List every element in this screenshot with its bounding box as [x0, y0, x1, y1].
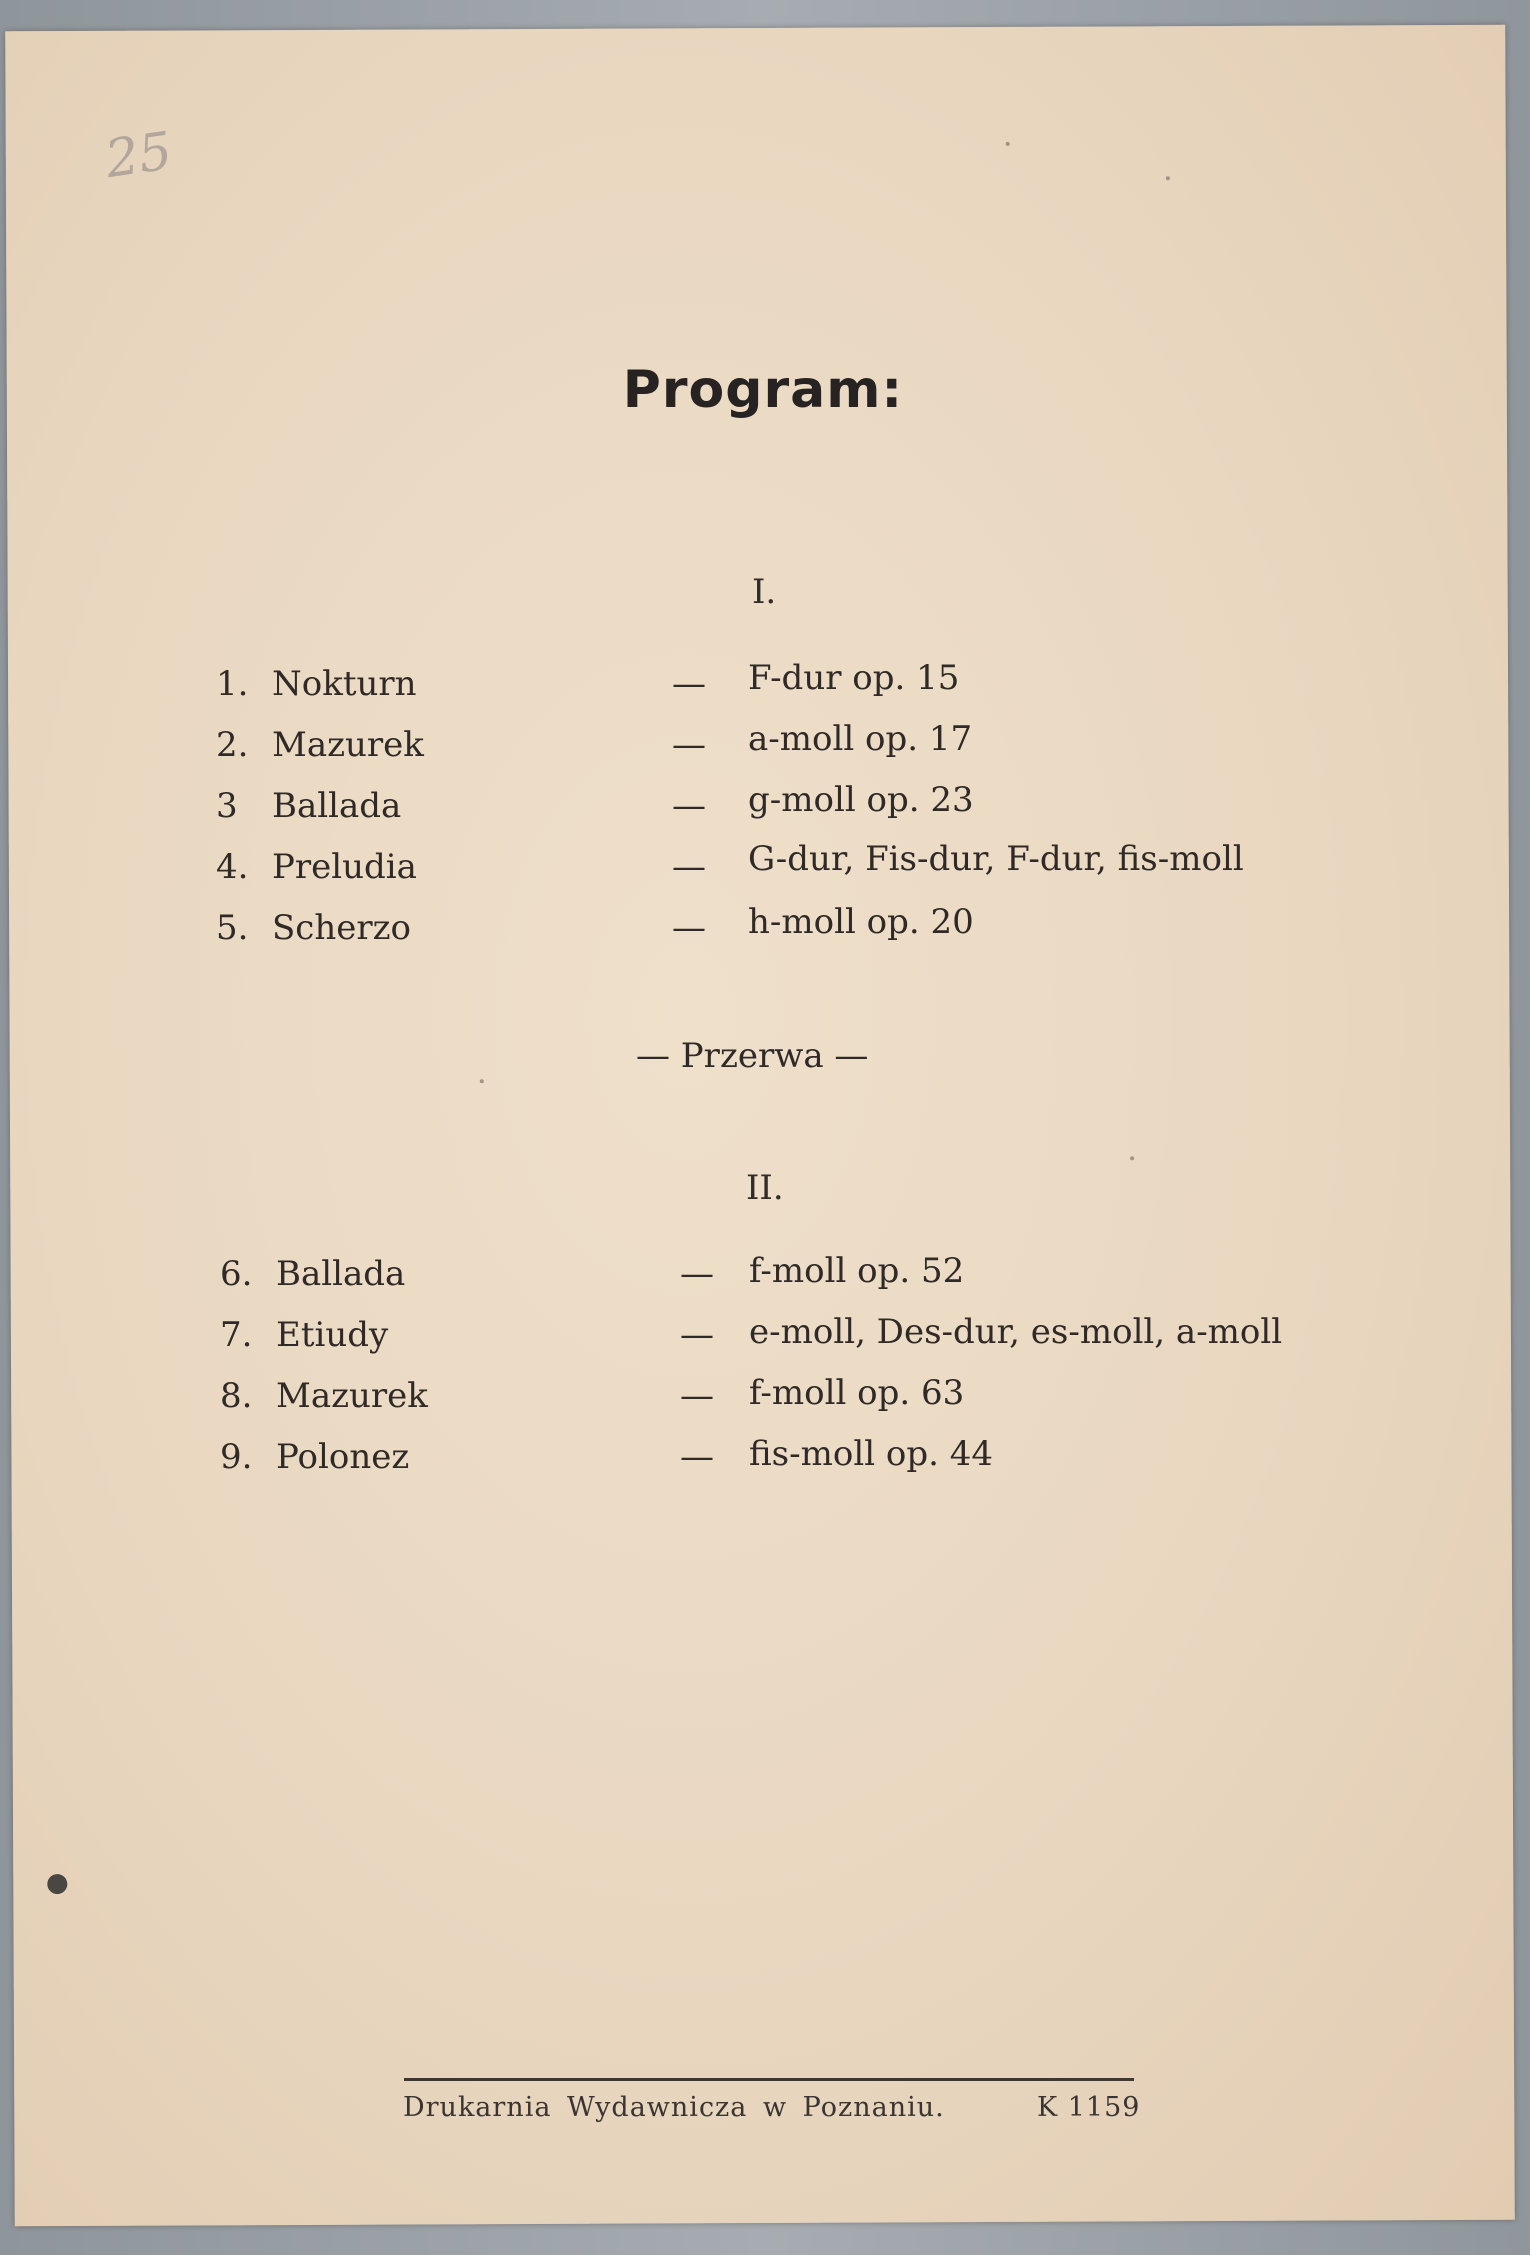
item-name: Nokturn — [272, 664, 417, 704]
program-item — [0, 1251, 1530, 1304]
handwritten-mark: 25 — [101, 121, 176, 191]
item-name: Mazurek — [276, 1376, 428, 1416]
paper-speck — [1130, 1156, 1134, 1160]
intermission-label: — Przerwa — — [636, 1036, 869, 1076]
item-dash: — — [672, 664, 706, 704]
section-heading-part-2: II. — [746, 1168, 784, 1208]
item-details: f-moll op. 52 — [749, 1251, 965, 1291]
item-name: Preludia — [272, 847, 417, 887]
printer-credit: Drukarnia Wydawnicza w Poznaniu. — [403, 2092, 945, 2123]
item-number: 4. — [216, 847, 249, 887]
item-number: 5. — [216, 908, 249, 948]
paper-speck — [1006, 142, 1010, 146]
program-item — [0, 1373, 1530, 1426]
item-dash: — — [680, 1315, 714, 1355]
item-dash: — — [680, 1376, 714, 1416]
item-details: e-moll, Des-dur, es-moll, a-moll — [749, 1312, 1283, 1352]
item-number: 6. — [220, 1254, 253, 1294]
item-details: G-dur, Fis-dur, F-dur, fis-moll — [748, 839, 1244, 879]
item-dash: — — [672, 908, 706, 948]
item-dash: — — [680, 1437, 714, 1477]
item-dash: — — [672, 725, 706, 765]
paper-speck — [480, 1079, 484, 1083]
program-title: Program: — [622, 360, 904, 420]
item-number: 2. — [216, 725, 249, 765]
item-details: fis-moll op. 44 — [749, 1434, 993, 1474]
item-details: h-moll op. 20 — [748, 902, 974, 942]
item-name: Ballada — [272, 786, 402, 826]
item-dash: — — [680, 1254, 714, 1294]
item-dash: — — [672, 786, 706, 826]
section-heading-part-1: I. — [752, 572, 777, 612]
punch-hole — [47, 1874, 67, 1894]
item-details: F-dur op. 15 — [748, 658, 960, 698]
item-number: 7. — [220, 1315, 253, 1355]
item-dash: — — [672, 847, 706, 887]
item-details: a-moll op. 17 — [748, 719, 973, 759]
item-name: Scherzo — [272, 908, 411, 948]
item-name: Etiudy — [276, 1315, 389, 1355]
footer-divider — [404, 2078, 1134, 2081]
item-details: g-moll op. 23 — [748, 780, 974, 820]
program-item — [0, 1312, 1530, 1365]
item-details: f-moll op. 63 — [749, 1373, 965, 1413]
item-name: Polonez — [276, 1437, 410, 1477]
item-number: 3 — [216, 786, 238, 826]
paper-speck — [1166, 176, 1170, 180]
print-code: K 1159 — [1037, 2092, 1141, 2123]
program-item — [0, 780, 1530, 836]
item-name: Mazurek — [272, 725, 424, 765]
item-number: 9. — [220, 1437, 253, 1477]
program-sheet — [5, 25, 1515, 2227]
program-item — [0, 1434, 1530, 1487]
item-name: Ballada — [276, 1254, 406, 1294]
item-number: 1. — [216, 664, 249, 704]
program-item — [0, 658, 1530, 714]
program-item — [0, 902, 1530, 958]
program-item — [0, 839, 1530, 897]
program-item — [0, 719, 1530, 775]
item-number: 8. — [220, 1376, 253, 1416]
